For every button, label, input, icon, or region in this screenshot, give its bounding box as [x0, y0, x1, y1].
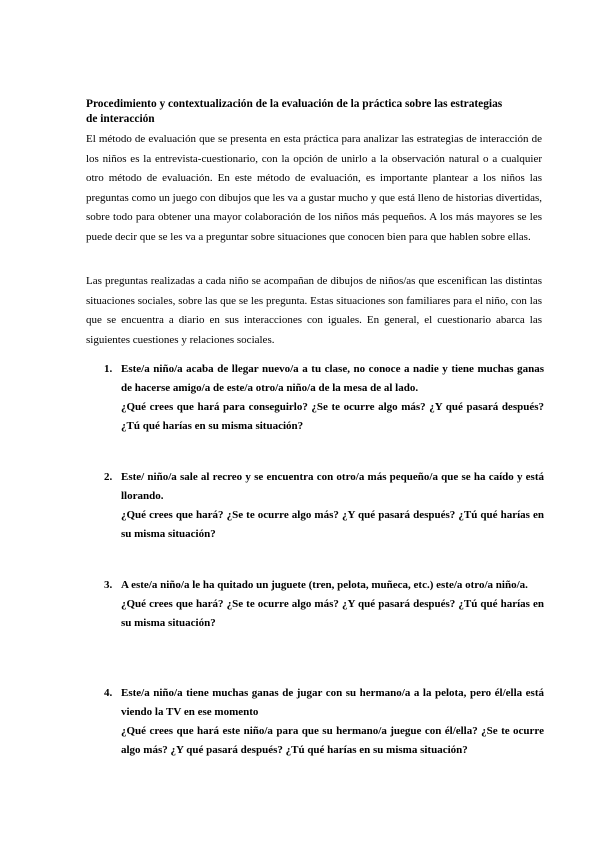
question-number: 2. — [104, 471, 113, 483]
question-item — [104, 684, 544, 760]
intro-paragraph: El método de evaluación que se presenta en esta práctica para analizar las estrategias de interacción de los niños es la entrevista-cuestionario, con la opción de unirlo a la observación natural o a cualquier otro método de evaluación. En este método de evaluación, es importante plantear a los niños las preguntas como un juego con dibujos que les va a gustar mucho y que está lleno de historias divertidas, sobre todo para obtener una mayor colaboración de los niños más pequeños. A los más mayores se les puede decir que se les va a preguntar sobre situaciones que conocen bien para que hablen sobre ellas. — [86, 133, 542, 243]
questions-intro-paragraph: Las preguntas realizadas a cada niño se acompañan de dibujos de niños/as que escenifican las distintas situaciones sociales, sobre las que se les pregunta. Estas situaciones son familiares para el niño, con las que se encuentra a diario en sus interacciones con iguales. En general, el cuestionario abarca las siguientes cuestiones y relaciones sociales. — [86, 275, 542, 346]
question-number: 1. — [104, 363, 113, 375]
question-situation: Este/ niño/a sale al recreo y se encuentra con otro/a más pequeño/a que se ha caído y está llorando. — [121, 471, 544, 502]
question-item — [104, 576, 544, 633]
question-prompt: ¿Qué crees que hará este niño/a para que su hermano/a juegue con él/ella? ¿Se te ocurre algo más? ¿Y qué pasará después? ¿Tú qué harías en su misma situación? — [121, 725, 544, 756]
section-title: Procedimiento y contextualización de la evaluación de la práctica sobre las estrategias de interacción — [86, 98, 503, 125]
question-prompt: ¿Qué crees que hará para conseguirlo? ¿Se te ocurre algo más? ¿Y qué pasará después? ¿Tú qué harías en su misma situación? — [121, 401, 544, 432]
question-situation: A este/a niño/a le ha quitado un juguete (tren, pelota, muñeca, etc.) este/a otro/a niño/a. — [121, 579, 528, 591]
question-item — [104, 468, 544, 544]
question-prompt: ¿Qué crees que hará? ¿Se te ocurre algo más? ¿Y qué pasará después? ¿Tú qué harías en su misma situación? — [121, 509, 544, 540]
question-item — [104, 360, 544, 436]
question-number: 3. — [104, 579, 113, 591]
question-prompt: ¿Qué crees que hará? ¿Se te ocurre algo más? ¿Y qué pasará después? ¿Tú qué harías en su misma situación? — [121, 598, 544, 629]
question-situation: Este/a niño/a tiene muchas ganas de jugar con su hermano/a a la pelota, pero él/ella está viendo la TV en ese momento — [121, 687, 544, 718]
question-number: 4. — [104, 687, 113, 699]
question-situation: Este/a niño/a acaba de llegar nuevo/a a tu clase, no conoce a nadie y tiene muchas ganas de hacerse amigo/a de este/a otro/a niño/a de la mesa de al lado. — [121, 363, 544, 394]
